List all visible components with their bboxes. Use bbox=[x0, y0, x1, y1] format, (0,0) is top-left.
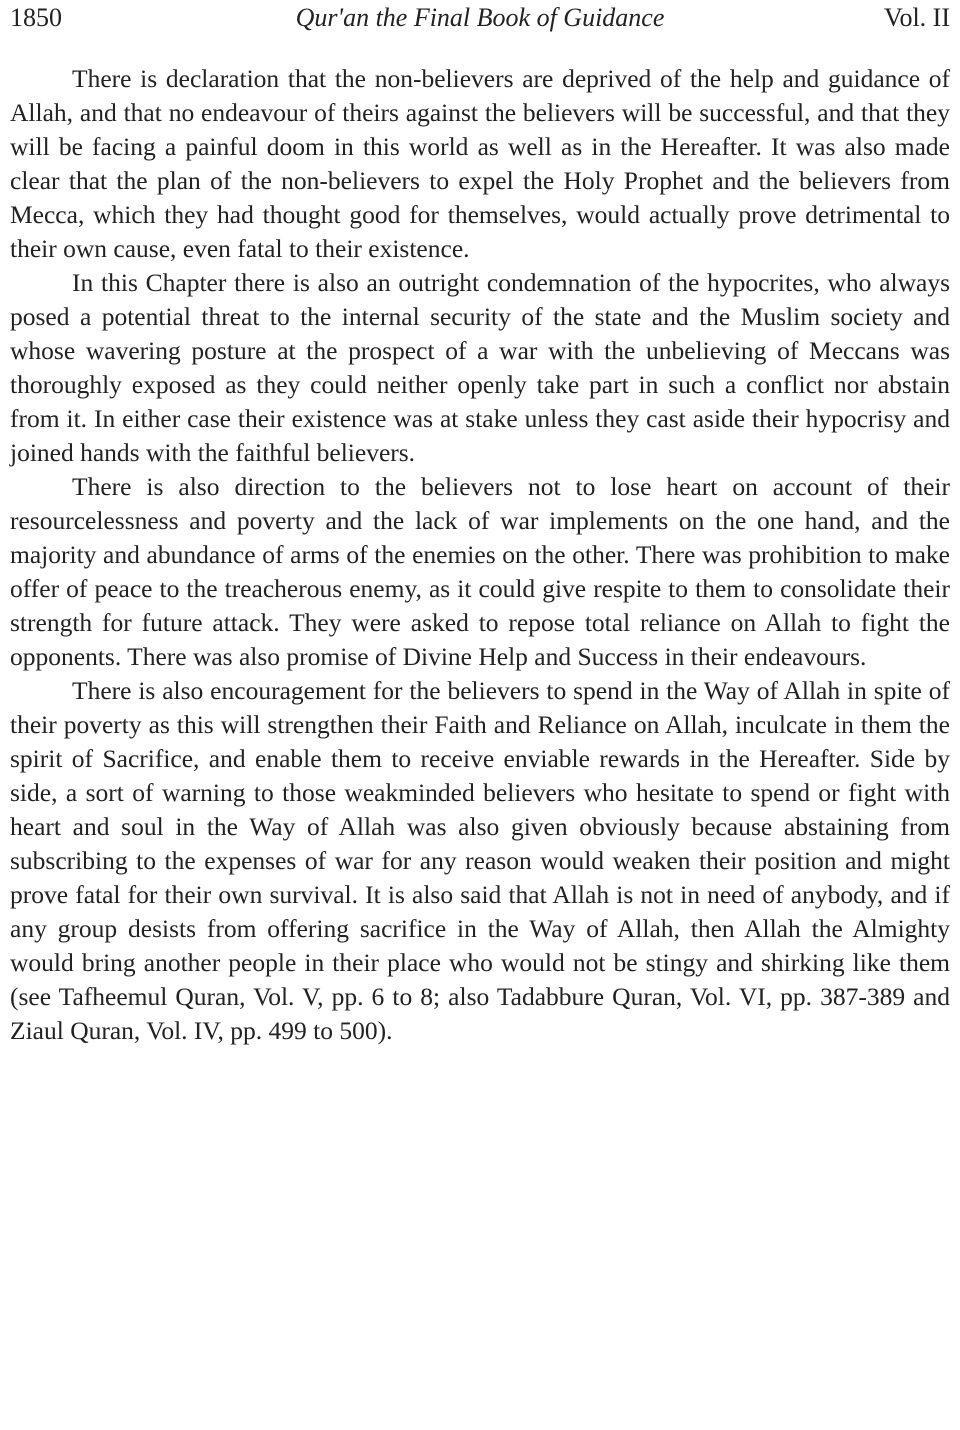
page-header bbox=[10, 2, 950, 34]
volume-label: Vol. II bbox=[884, 3, 950, 32]
paragraph-non-believers: There is declaration that the non-believers are deprived of the help and guidance of Allah, and that no endeavour of theirs against the believers will be successful, and that they will be facing a painful doom in this world as well as in the Hereafter. It was also made clear that the plan of the non-believers to expel the Holy Prophet and the believers from Mecca, which they had thought good for themselves, would actually prove detrimental to their own cause, even fatal to their existence. bbox=[10, 64, 950, 263]
running-title: Qur'an the Final Book of Guidance bbox=[295, 3, 665, 32]
paragraph-encouragement-to-spend: There is also encouragement for the believers to spend in the Way of Allah in spite of their poverty as this will strengthen their Faith and Reliance on Allah, inculcate in them the spirit of Sacrifice, and enable them to receive enviable rewards in the Hereafter. Side by side, a sort of warning to those weakminded believers who hesitate to spend or fight with heart and soul in the Way of Allah was also given obviously because abstaining from subscribing to the expenses of war for any reason would weaken their position and might prove fatal for their own survival. It is also said that Allah is not in need of anybody, and if any group desists from offering sacrifice in the Way of Allah, then Allah the Almighty would bring another people in their place who would not be stingy and shirking like them (see Tafheemul Quran, Vol. V, pp. 6 to 8; also Tadabbure Quran, Vol. VI, pp. 387-389 and Ziaul Quran, Vol. IV, pp. 499 to 500). bbox=[10, 676, 950, 1045]
paragraph-hypocrites: In this Chapter there is also an outright condemnation of the hypocrites, who always posed a potential threat to the internal security of the state and the Muslim society and whose wavering posture at the prospect of a war with the unbelieving of Meccans was thoroughly exposed as they could neither openly take part in such a conflict nor abstain from it. In either case their existence was at stake unless they cast aside their hypocrisy and joined hands with the faithful believers. bbox=[10, 268, 950, 467]
paragraph-direction-to-believers: There is also direction to the believers not to lose heart on account of their resourcelessness and poverty and the lack of war implements on the one hand, and the majority and abundance of arms of the enemies on the other. There was prohibition to make offer of peace to the treacherous enemy, as it could give respite to them to consolidate their strength for future attack. They were asked to repose total reliance on Allah to fight the opponents. There was also promise of Divine Help and Success in their endeavours. bbox=[10, 472, 950, 671]
page-number: 1850 bbox=[10, 3, 62, 32]
body-text bbox=[10, 62, 950, 1048]
